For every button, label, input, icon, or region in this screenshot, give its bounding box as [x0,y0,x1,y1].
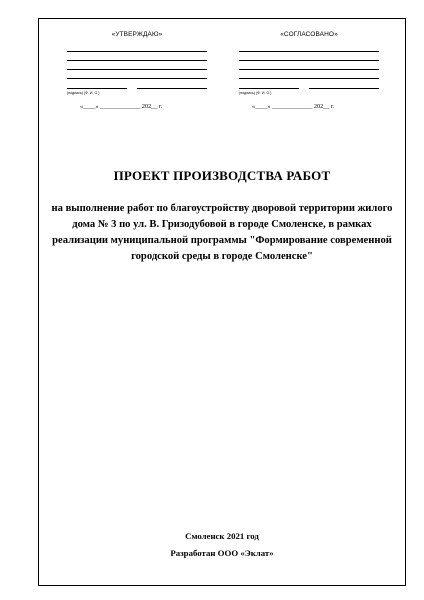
approval-date-line: «____» _____________ 202__ г. [80,103,163,110]
signature-field-line [239,60,379,61]
signature-field-line [67,60,207,61]
signature-caption: (подпись) (Ф. И. О.) [67,91,100,95]
approval-title: «СОГЛАСОВАНО» [280,31,338,38]
signature-line [67,88,127,89]
document-footer [38,528,406,562]
developer: Разработан ООО «Эклат» [170,548,274,558]
document-subtitle: на выполнение работ по благоустройству дворовой территории жилого дома № 3 по ул. В. Гризодубовой в городе Смоленске, в рамках реализации муниципальной программы "Формирование современной городской среды в городе Смоленске" [51,203,393,262]
document-title: ПРОЕКТ ПРОИЗВОДСТВА РАБОТ [113,168,331,183]
signature-field-line [67,51,207,52]
name-line [137,88,207,89]
signature-line [239,88,299,89]
agreement-date-line: «____» _____________ 202__ г. [252,103,335,110]
signature-field-line [67,69,207,70]
signature-field-line [239,78,379,79]
signature-field-line [67,78,207,79]
signature-row [67,84,207,96]
signature-field-line [239,51,379,52]
signature-row [239,84,379,96]
approval-block-agreed [239,30,379,96]
signature-field-line [239,69,379,70]
approval-title: «УТВЕРЖДАЮ» [111,31,163,38]
name-line [309,88,379,89]
approval-block-approved [67,30,207,96]
signature-caption: (подпись) (Ф. И. О.) [239,91,272,95]
city-year: Смоленск 2021 год [185,531,259,541]
